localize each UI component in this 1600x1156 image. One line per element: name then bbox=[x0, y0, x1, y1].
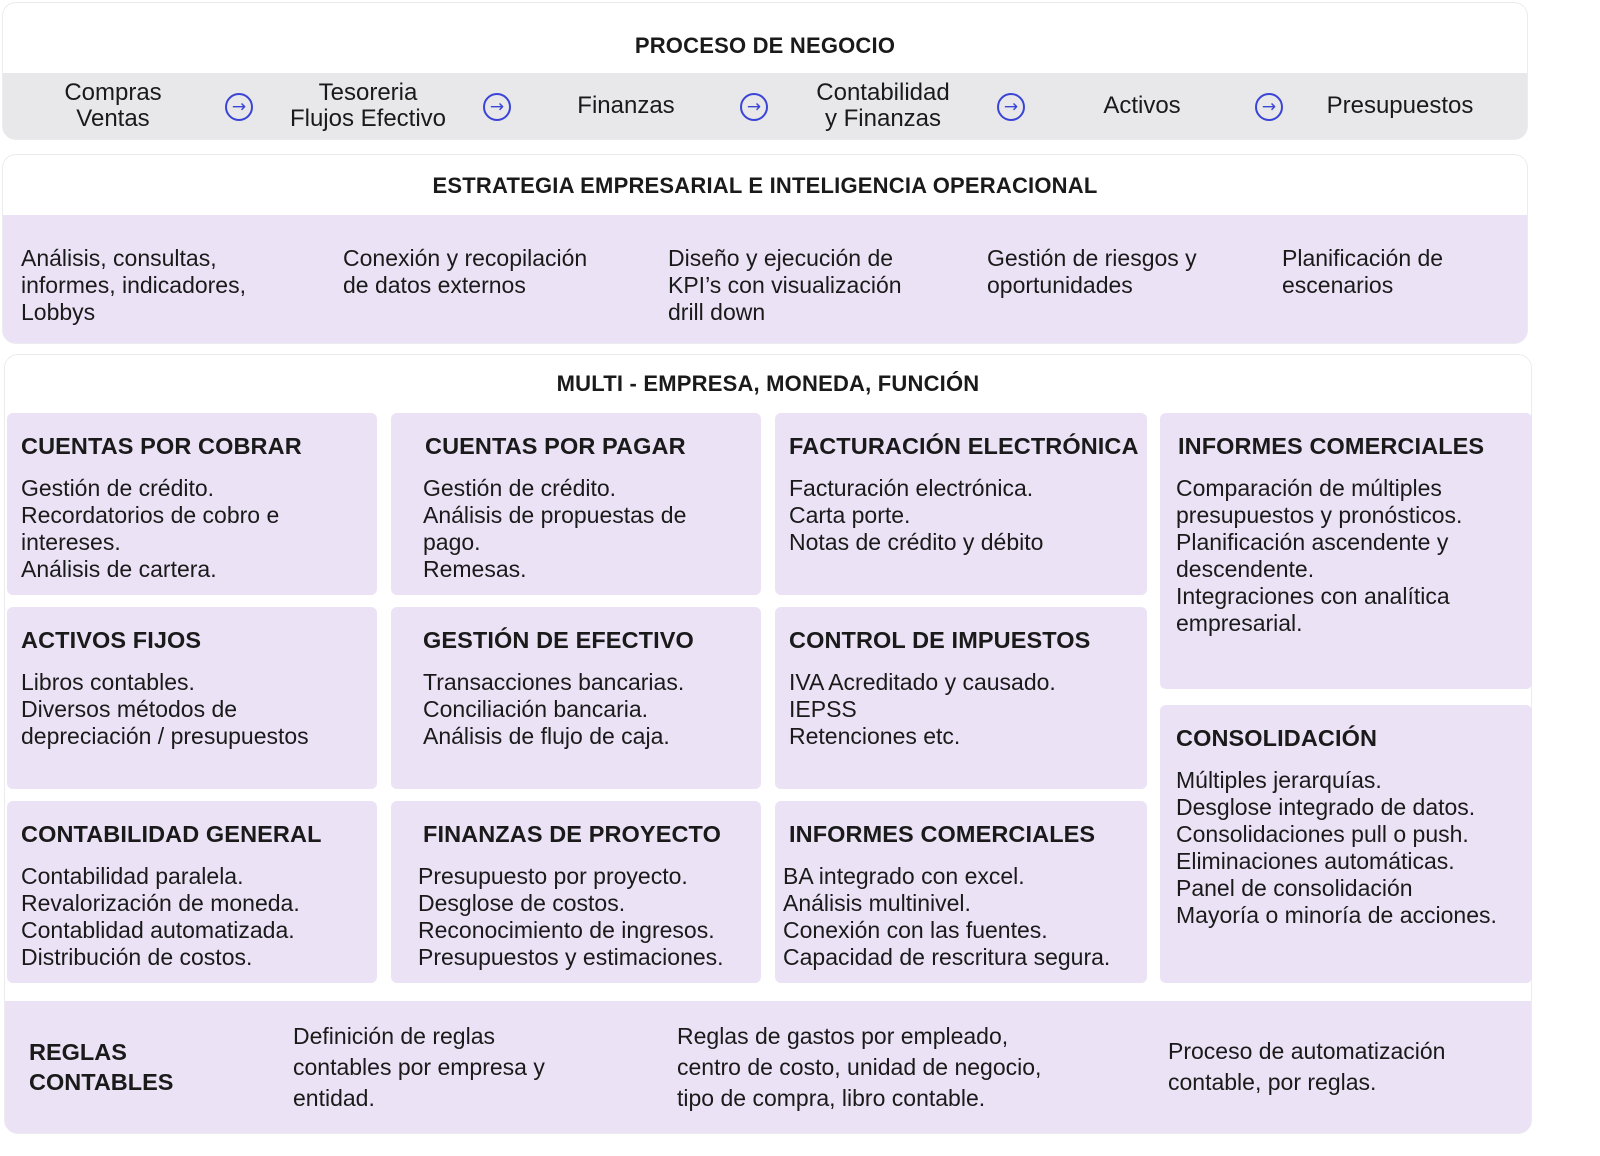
accounting-rules-band bbox=[5, 1001, 1531, 1133]
card-informes-comerciales-1 bbox=[1160, 413, 1532, 689]
card-title: INFORMES COMERCIALES bbox=[789, 821, 1096, 847]
card-gestion-de-efectivo bbox=[391, 607, 761, 789]
card-body: Múltiples jerarquías. Desglose integrado de datos. Consolidaciones pull o push. Eliminaciones automáticas. Panel de consolidación Mayoría o minoría de acciones. bbox=[1176, 767, 1497, 928]
card-title: CONTROL DE IMPUESTOS bbox=[789, 627, 1091, 653]
card-body: BA integrado con excel. Análisis multinivel. Conexión con las fuentes. Capacidad de rescritura segura. bbox=[783, 863, 1111, 970]
card-body: Presupuesto por proyecto. Desglose de costos. Reconocimiento de ingresos. Presupuestos y estimaciones. bbox=[418, 863, 724, 970]
card-title: CUENTAS POR PAGAR bbox=[425, 433, 686, 459]
card-body: IVA Acreditado y causado. IEPSS Retenciones etc. bbox=[789, 669, 1056, 749]
business-process-title: PROCESO DE NEGOCIO bbox=[634, 33, 896, 58]
card-title: CONTABILIDAD GENERAL bbox=[21, 821, 322, 847]
strategy-item-escenarios: Planificación de escenarios bbox=[1282, 245, 1444, 298]
rules-item-gastos: Reglas de gastos por empleado, centro de costo, unidad de negocio, tipo de compra, libro contable. bbox=[677, 1023, 1042, 1111]
arrow-right-circle-icon: → bbox=[1255, 93, 1283, 121]
arrow-right-circle-icon: → bbox=[225, 93, 253, 121]
card-title: INFORMES COMERCIALES bbox=[1178, 433, 1485, 459]
card-title: GESTIÓN DE EFECTIVO bbox=[423, 627, 694, 653]
card-title: FACTURACIÓN ELECTRÓNICA bbox=[789, 433, 1139, 459]
card-body: Facturación electrónica. Carta porte. Notas de crédito y débito bbox=[789, 475, 1044, 555]
arrow-right-circle-icon: → bbox=[740, 93, 768, 121]
card-cuentas-por-cobrar bbox=[7, 413, 377, 595]
card-body: Transacciones bancarias. Conciliación bancaria. Análisis de flujo de caja. bbox=[423, 669, 685, 749]
card-consolidacion bbox=[1160, 705, 1532, 983]
process-flow-band bbox=[3, 73, 1527, 139]
card-body: Comparación de múltiples presupuestos y pronósticos. Planificación ascendente y descendente. Integraciones con analítica empresarial. bbox=[1176, 475, 1463, 636]
card-title: CUENTAS POR COBRAR bbox=[21, 433, 302, 459]
multi-panel bbox=[4, 354, 1532, 1134]
card-facturacion-electronica bbox=[775, 413, 1147, 595]
card-title: CONSOLIDACIÓN bbox=[1176, 725, 1378, 751]
strategy-item-analisis: Análisis, consultas, informes, indicadores, Lobbys bbox=[21, 245, 246, 325]
card-body: Contabilidad paralela. Revalorización de moneda. Contablidad automatizada. Distribución de costos. bbox=[21, 863, 300, 970]
arrow-right-circle-icon: → bbox=[483, 93, 511, 121]
step-presupuestos: Presupuestos bbox=[1326, 92, 1474, 119]
rules-item-automatizacion: Proceso de automatización contable, por reglas. bbox=[1168, 1038, 1446, 1095]
step-activos: Activos bbox=[1103, 92, 1181, 119]
card-activos-fijos bbox=[7, 607, 377, 789]
business-process-panel bbox=[2, 2, 1528, 140]
step-tesoreria: Tesoreria Flujos Efectivo bbox=[289, 79, 447, 132]
strategy-item-riesgos: Gestión de riesgos y oportunidades bbox=[987, 245, 1197, 298]
arrow-right-circle-icon: → bbox=[997, 93, 1025, 121]
strategy-panel bbox=[2, 154, 1528, 344]
card-cuentas-por-pagar bbox=[391, 413, 761, 595]
accounting-rules-title: REGLAS CONTABLES bbox=[29, 1039, 174, 1095]
multi-title: MULTI - EMPRESA, MONEDA, FUNCIÓN bbox=[556, 371, 980, 396]
card-body: Libros contables. Diversos métodos de depreciación / presupuestos bbox=[21, 669, 309, 749]
strategy-band bbox=[3, 215, 1527, 343]
step-finanzas: Finanzas bbox=[577, 92, 675, 119]
card-body: Gestión de crédito. Recordatorios de cobro e intereses. Análisis de cartera. bbox=[21, 475, 280, 582]
step-contabilidad: Contabilidad y Finanzas bbox=[816, 79, 950, 132]
card-contabilidad-general bbox=[7, 801, 377, 983]
card-finanzas-de-proyecto bbox=[391, 801, 761, 983]
card-control-de-impuestos bbox=[775, 607, 1147, 789]
rules-item-definicion: Definición de reglas contables por empresa y entidad. bbox=[293, 1023, 545, 1111]
card-title: FINANZAS DE PROYECTO bbox=[423, 821, 721, 847]
step-compras-ventas: Compras Ventas bbox=[64, 79, 162, 132]
card-title: ACTIVOS FIJOS bbox=[21, 627, 202, 653]
strategy-item-kpi: Diseño y ejecución de KPI’s con visualización drill down bbox=[668, 245, 902, 325]
strategy-title: ESTRATEGIA EMPRESARIAL E INTELIGENCIA OPERACIONAL bbox=[432, 173, 1098, 198]
card-informes-comerciales-2 bbox=[775, 801, 1147, 983]
card-body: Gestión de crédito. Análisis de propuestas de pago. Remesas. bbox=[423, 475, 687, 582]
strategy-item-conexion: Conexión y recopilación de datos externos bbox=[343, 245, 588, 298]
